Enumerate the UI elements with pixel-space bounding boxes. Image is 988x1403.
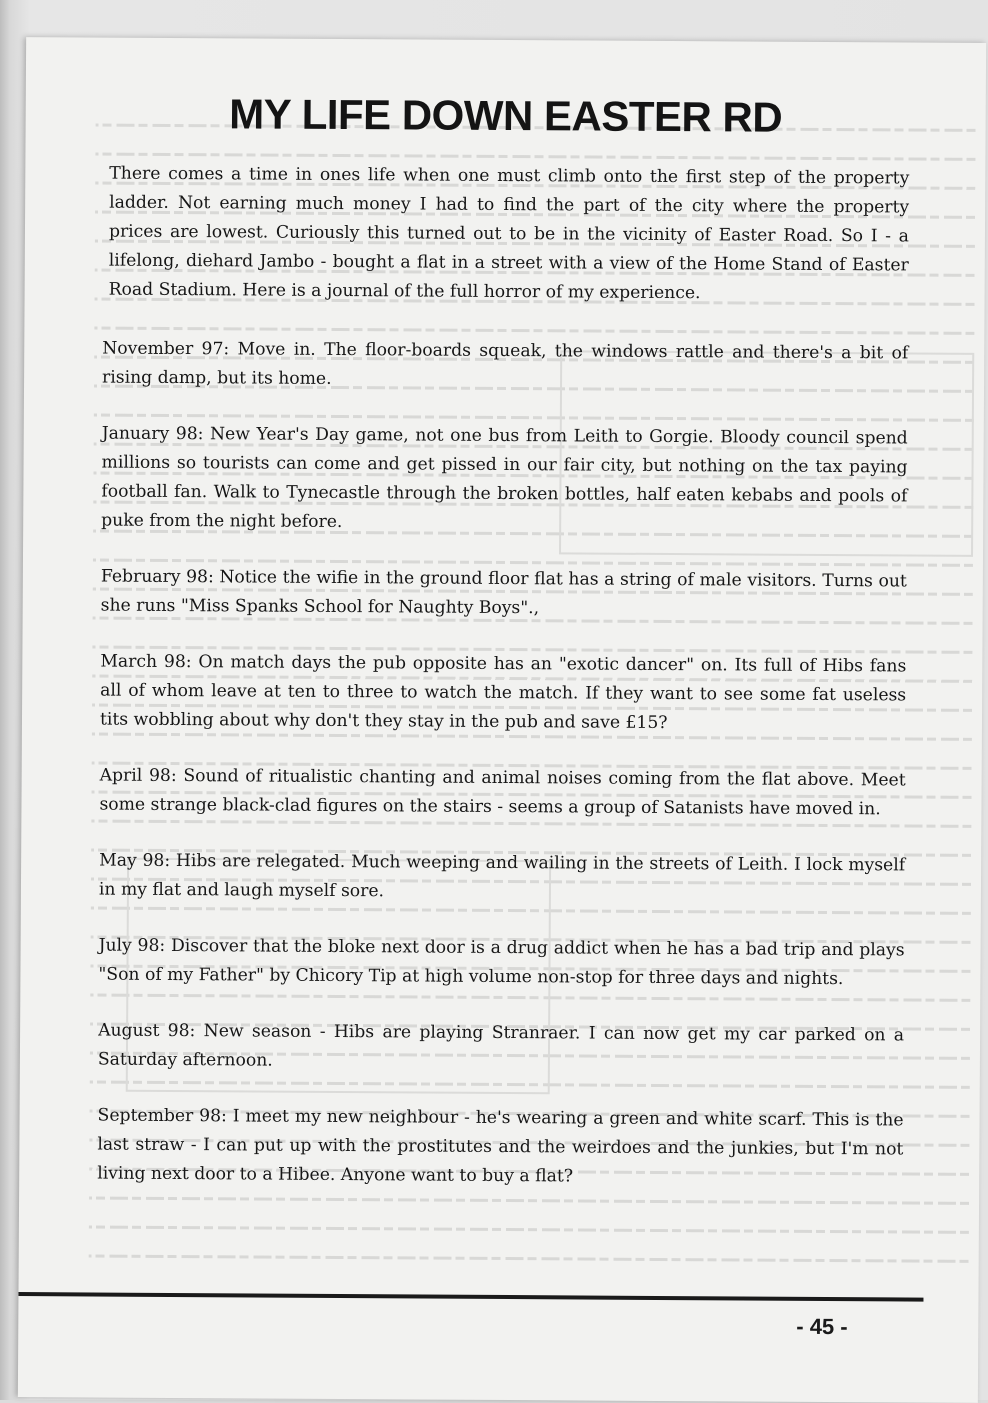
- journal-entry-march-98: March 98: On match days the pub opposite has an "exotic dancer" on. Its full of Hibs fans all of whom leave at ten to three to watch the match. If they want to see some fat useless tits wobbling about why don't they stay in the pub and save £15?: [99, 651, 907, 734]
- journal-entry-july-98: July 98: Discover that the bloke next door is a drug addict when he has a bad trip and plays "Son of my Father" by Chicory Tip at high volume non-stop for three days and nights.: [98, 935, 905, 990]
- journal-entry-may-98: May 98: Hibs are relegated. Much weeping and wailing in the streets of Leith. I lock myself in my flat and laugh myself sore.: [98, 850, 906, 902]
- journal-entry-november-97: November 97: Move in. The floor-boards squeak, the windows rattle and there's a bit of rising damp, but its home.: [102, 338, 909, 389]
- intro-paragraph: There comes a time in ones life when one must climb onto the first step of the property ladder. Not earning much money I had to find the part of the city where the property prices are lowest. Curiously this turned out to be in the vicinity of Easter Road. So I - a lifelong, diehard Jambo - bought a flat in a street with a view of the Home Stand of Easter Road Stadium. Here is a journal of the full horror of my experience.: [108, 163, 910, 304]
- journal-entry-april-98: April 98: Sound of ritualistic chanting and animal noises coming from the flat above. Meet some strange black-clad figures on the stairs - seems a group of Satanists have moved in.: [99, 765, 906, 820]
- page-number: - 45 -: [796, 1313, 848, 1340]
- journal-entry-august-98: August 98: New season - Hibs are playing Stranraer. I can now get my car parked on a Saturday afternoon.: [97, 1020, 905, 1071]
- article-body: [97, 160, 909, 1221]
- magazine-page: [18, 37, 986, 1403]
- journal-entry-january-98: January 98: New Year's Day game, not one bus from Leith to Gorgie. Bloody council spend millions so tourists can come and get pissed in our fair city, but nothing on the tax paying football fan. Walk to Tynecastle through the broken bottles, half eaten kebabs and pools of puke from the night before.: [101, 423, 908, 533]
- footer-rule: [18, 1292, 923, 1302]
- journal-entry-february-98: February 98: Notice the wifie in the ground floor flat has a string of male visitors. Turns out she runs "Miss Spanks School for Naughty Boys".,: [100, 566, 907, 619]
- article-title: MY LIFE DOWN EASTER RD: [229, 90, 783, 141]
- journal-entry-september-98: September 98: I meet my new neighbour - he's wearing a green and white scarf. This is the last straw - I can put up with the prostitutes and the weirdoes and the junkies, but I'm not living next door to a Hibee. Anyone want to buy a flat?: [97, 1105, 904, 1187]
